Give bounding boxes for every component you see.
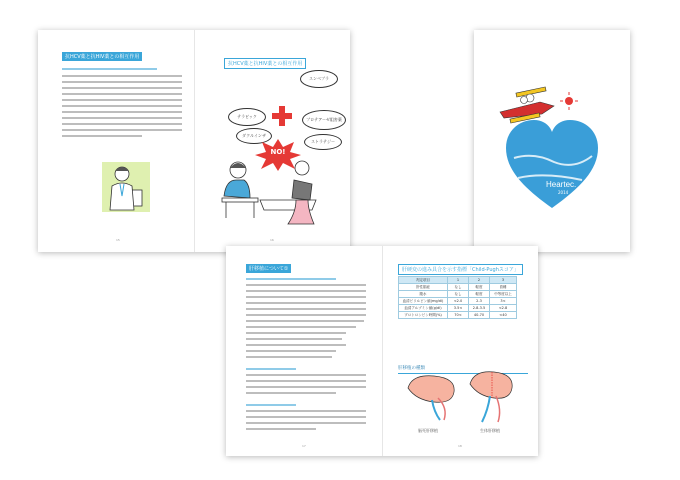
red-cross-icon (270, 104, 294, 128)
speech-bubble: ストラテジー (304, 134, 342, 150)
table-cell: 40-70 (469, 312, 490, 319)
child-pugh-table (398, 276, 517, 319)
table-cell: <40 (490, 312, 517, 319)
table-cell: なし (448, 284, 469, 291)
page-number: 15 (116, 238, 120, 242)
table-cell: 昏睡 (490, 284, 517, 291)
table-cell: なし (448, 291, 469, 298)
booklet-cover (474, 30, 630, 252)
table-cell: <2.0 (448, 298, 469, 305)
liver-diagram-left (404, 370, 460, 424)
text-line (246, 422, 366, 424)
table-cell: 肝性脳症 (399, 284, 448, 291)
table-header-cell: 2 (469, 277, 490, 284)
text-line (62, 75, 182, 77)
text-line (246, 278, 336, 280)
text-line (246, 350, 336, 352)
text-line (62, 93, 182, 95)
table-cell: プロトロンビン時間(%) (399, 312, 448, 319)
table-cell: 腹水 (399, 291, 448, 298)
table-cell: 2.8-3.5 (469, 305, 490, 312)
table-cell: 3< (490, 298, 517, 305)
table-cell: 軽度 (469, 291, 490, 298)
text-line (246, 416, 366, 418)
text-line (246, 332, 346, 334)
speech-bubble: ダクルインザ (236, 128, 272, 144)
text-line (62, 81, 182, 83)
text-line (246, 374, 366, 376)
section-header: 抗HCV薬と抗HIV薬との相互作用 (224, 58, 306, 69)
text-line (246, 368, 296, 370)
doctor-illustration (100, 156, 152, 214)
spread-fold (194, 30, 195, 252)
table-cell: 軽度 (469, 284, 490, 291)
table-cell: 2-3 (469, 298, 490, 305)
table-cell: <2.8 (490, 305, 517, 312)
text-line (62, 99, 182, 101)
text-line (62, 135, 142, 137)
text-line (62, 105, 182, 107)
booklet-spread-2 (226, 246, 538, 456)
table-header-cell: 3 (490, 277, 517, 284)
text-line (246, 386, 366, 388)
text-line (62, 87, 182, 89)
subhead-text: 肝移植の種類 (398, 366, 425, 371)
speech-bubble: スンベプラ (300, 70, 338, 88)
sun-icon (560, 92, 578, 110)
caption-right: 生体肝移植 (480, 428, 500, 433)
text-line (246, 296, 366, 298)
speech-bubble: プロテアーゼ阻害薬 (302, 110, 346, 130)
table-cell: 3.5< (448, 305, 469, 312)
text-line (62, 123, 182, 125)
table-cell: 中等度以上 (490, 291, 517, 298)
booklet-spread-1 (38, 30, 350, 252)
brand-logo: Heartec. (546, 180, 577, 189)
text-line (62, 68, 157, 70)
text-line (62, 129, 182, 131)
table-header-cell: 判定項目 (399, 277, 448, 284)
caption-left: 脳死肝移植 (418, 428, 438, 433)
text-line (246, 308, 366, 310)
text-line (246, 344, 346, 346)
no-burst-label: NO! (270, 148, 286, 156)
text-line (246, 404, 296, 406)
text-line (246, 314, 366, 316)
table-header-cell: 1 (448, 277, 469, 284)
text-line (246, 356, 332, 358)
cover-year: 2014 (558, 190, 569, 195)
text-line (246, 290, 366, 292)
page-number: 16 (270, 238, 274, 242)
speech-bubble: テラビック (228, 108, 266, 126)
page-number: 17 (302, 444, 306, 448)
text-line (246, 326, 356, 328)
table-cell: 70< (448, 312, 469, 319)
spread-fold (382, 246, 383, 456)
text-line (246, 428, 316, 430)
text-line (246, 338, 342, 340)
text-line (246, 392, 336, 394)
text-line (246, 380, 366, 382)
text-line (62, 111, 182, 113)
text-line (62, 117, 182, 119)
liver-diagram-right (464, 366, 520, 426)
section-header: 抗HCV薬と抗HIV薬との相互作用 (62, 52, 142, 61)
table-cell: 血清ビリルビン値(mg/dl) (399, 298, 448, 305)
section-header: 肝移植について① (246, 264, 291, 273)
page-number: 18 (458, 444, 462, 448)
text-line (246, 410, 366, 412)
text-line (246, 320, 364, 322)
table-cell: 血清アルブミン値(g/dl) (399, 305, 448, 312)
text-line (246, 284, 366, 286)
text-line (246, 302, 366, 304)
heart-illustration (504, 118, 600, 210)
airplane-illustration (496, 82, 560, 126)
section-header: 肝硬変の進み具合を示す指標「Child-Pughスコア」 (398, 264, 523, 275)
